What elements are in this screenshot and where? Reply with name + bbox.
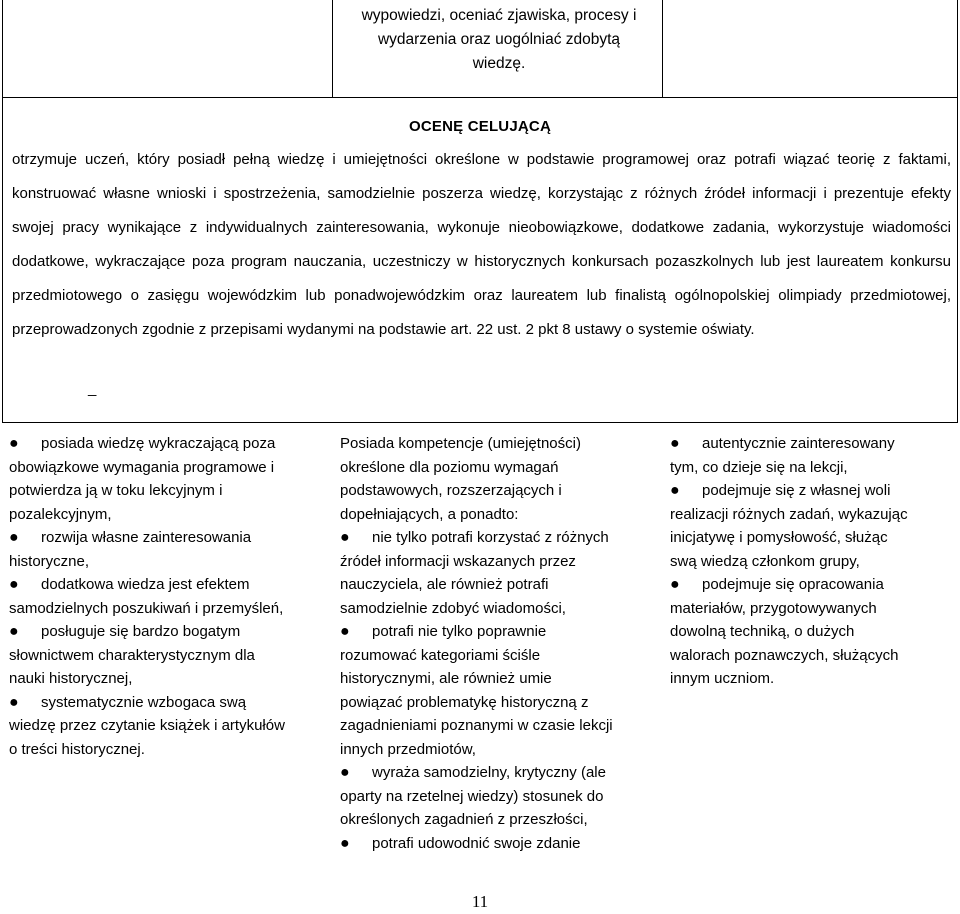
list-item bbox=[340, 761, 654, 832]
list-item bbox=[9, 620, 329, 691]
item-line: materiałów, przygotowywanych bbox=[670, 599, 877, 617]
item-first-line: nie tylko potrafi korzystać z różnych bbox=[372, 529, 609, 546]
item-line: potwierdza ją w toku lekcyjnym i bbox=[9, 482, 223, 499]
item-line: realizacji różnych zadań, wykazując bbox=[670, 505, 908, 523]
item-line: zagadnieniami poznanymi w czasie lekcji bbox=[340, 717, 613, 734]
item-line: oparty na rzetelnej wiedzy) stosunek do bbox=[340, 787, 604, 805]
list-item bbox=[670, 479, 952, 573]
item-line: walorach poznawczych, służących bbox=[670, 646, 899, 664]
item-first-line: posługuje się bardzo bogatym bbox=[41, 623, 241, 640]
bullet-icon: ● bbox=[9, 576, 19, 593]
list-item bbox=[340, 620, 654, 761]
intro-text bbox=[340, 432, 654, 526]
top-line: wiedzę. bbox=[472, 55, 526, 72]
dash-mark: _ bbox=[88, 380, 97, 397]
intro-line: dopełniających, a ponadto: bbox=[340, 505, 519, 523]
grade-description: otrzymuje uczeń, który posiadł pełną wiedzę i umiejętności określone w podstawie programowej oraz potrafi wiązać teorię z faktami, konstruować własne wnioski i spostrzeżenia, samodzielnie poszerza wiedzę, korzystając z różnych źródeł informacji i prezentuje efekty swojej pracy wynikające z indywidualnych zainteresowania, wykonuje nieobowiązkowe, dodatkowe zadania, wykorzystuje wiadomości dodatkowe, wykraczające poza program nauczania, uczestniczy w historycznych konkursach pozaszkolnych lub jest laureatem konkursu przedmiotowego o zasięgu wojewódzkim lub ponadwojewódzkim oraz laureatem lub finalistą ogólnopolskiej olimpiady przedmiotowej, przeprowadzonych zgodnie z przepisami wydanymi na podstawie art. 22 ust. 2 pkt 8 ustawy o systemie oświaty. bbox=[12, 151, 951, 338]
item-line: źródeł informacji wskazanych przez bbox=[340, 552, 576, 570]
bullet-icon: ● bbox=[9, 693, 19, 711]
top-left-cell bbox=[2, 0, 333, 98]
item-line: obowiązkowe wymagania programowe i bbox=[9, 458, 275, 476]
item-first-line: autentycznie zainteresowany bbox=[702, 435, 895, 452]
item-line: pozalekcyjnym, bbox=[9, 505, 112, 523]
intro-line: określone dla poziomu wymagań bbox=[340, 458, 559, 476]
item-first-line: potrafi udowodnić swoje zdanie bbox=[372, 834, 581, 852]
bullet-icon: ● bbox=[340, 764, 350, 781]
bullet-icon: ● bbox=[670, 435, 680, 452]
item-first-line: rozwija własne zainteresowania bbox=[41, 529, 252, 546]
item-first-line: dodatkowa wiedza jest efektem bbox=[41, 576, 250, 593]
item-line: inicjatywę i pomysłowość, służąc bbox=[670, 529, 888, 546]
top-line: wypowiedzi, oceniać zjawiska, procesy i bbox=[361, 7, 637, 24]
item-line: tym, co dzieje się na lekcji, bbox=[670, 458, 848, 476]
column-competences bbox=[340, 432, 654, 855]
list-item bbox=[670, 432, 952, 479]
top-middle-cell bbox=[332, 0, 663, 98]
item-line: historycznymi, ale również umie bbox=[340, 670, 552, 687]
bullet-icon: ● bbox=[340, 834, 350, 852]
top-cell-text bbox=[341, 4, 657, 76]
item-line: nauczyciela, ale również potrafi bbox=[340, 576, 549, 593]
item-first-line: podejmuje się opracowania bbox=[702, 576, 884, 593]
top-right-cell bbox=[662, 0, 958, 98]
item-line: określonych zagadnień z przeszłości, bbox=[340, 811, 588, 828]
grade-box bbox=[2, 97, 958, 423]
list-item bbox=[9, 432, 329, 526]
item-line: o treści historycznej. bbox=[9, 740, 145, 758]
item-first-line: podejmuje się z własnej woli bbox=[702, 482, 891, 499]
list-item bbox=[9, 573, 329, 620]
bullet-icon: ● bbox=[9, 623, 19, 640]
item-first-line: wyraża samodzielny, krytyczny (ale bbox=[372, 764, 606, 781]
bullet-icon: ● bbox=[670, 482, 680, 499]
bullet-icon: ● bbox=[340, 623, 350, 640]
item-first-line: systematycznie wzbogaca swą bbox=[41, 693, 247, 711]
item-first-line: potrafi nie tylko poprawnie bbox=[372, 623, 547, 640]
list-item bbox=[340, 526, 654, 620]
list-item bbox=[9, 526, 329, 573]
column-attitudes bbox=[670, 432, 952, 691]
item-line: samodzielnych poszukiwań i przemyśleń, bbox=[9, 599, 284, 617]
list-item bbox=[340, 832, 654, 856]
column-knowledge bbox=[9, 432, 329, 761]
page-number: 11 bbox=[471, 892, 489, 911]
item-line: słownictwem charakterystycznym dla bbox=[9, 646, 255, 664]
item-line: dowolną techniką, o dużych bbox=[670, 623, 855, 640]
intro-line: podstawowych, rozszerzających i bbox=[340, 482, 562, 499]
bullet-icon: ● bbox=[9, 435, 19, 452]
item-line: nauki historycznej, bbox=[9, 670, 133, 687]
item-line: wiedzę przez czytanie książek i artykułów bbox=[9, 717, 285, 734]
top-line: wydarzenia oraz uogólniać zdobytą bbox=[377, 31, 621, 48]
bullet-icon: ● bbox=[670, 576, 680, 593]
item-line: innych przedmiotów, bbox=[340, 740, 476, 758]
intro-line: Posiada kompetencje (umiejętności) bbox=[340, 435, 581, 452]
list-item bbox=[670, 573, 952, 691]
item-line: swą wiedzą członkom grupy, bbox=[670, 552, 860, 570]
item-line: historyczne, bbox=[9, 552, 90, 570]
item-line: powiązać problematykę historyczną z bbox=[340, 693, 589, 711]
grade-heading: OCENĘ CELUJĄCĄ bbox=[409, 118, 551, 135]
bullet-icon: ● bbox=[9, 529, 19, 546]
list-item bbox=[9, 691, 329, 762]
item-line: samodzielnie zdobyć wiadomości, bbox=[340, 599, 566, 617]
item-line: innym uczniom. bbox=[670, 670, 775, 687]
item-line: rozumować kategoriami ściśle bbox=[340, 646, 541, 664]
bullet-icon: ● bbox=[340, 529, 350, 546]
item-first-line: posiada wiedzę wykraczającą poza bbox=[41, 435, 276, 452]
